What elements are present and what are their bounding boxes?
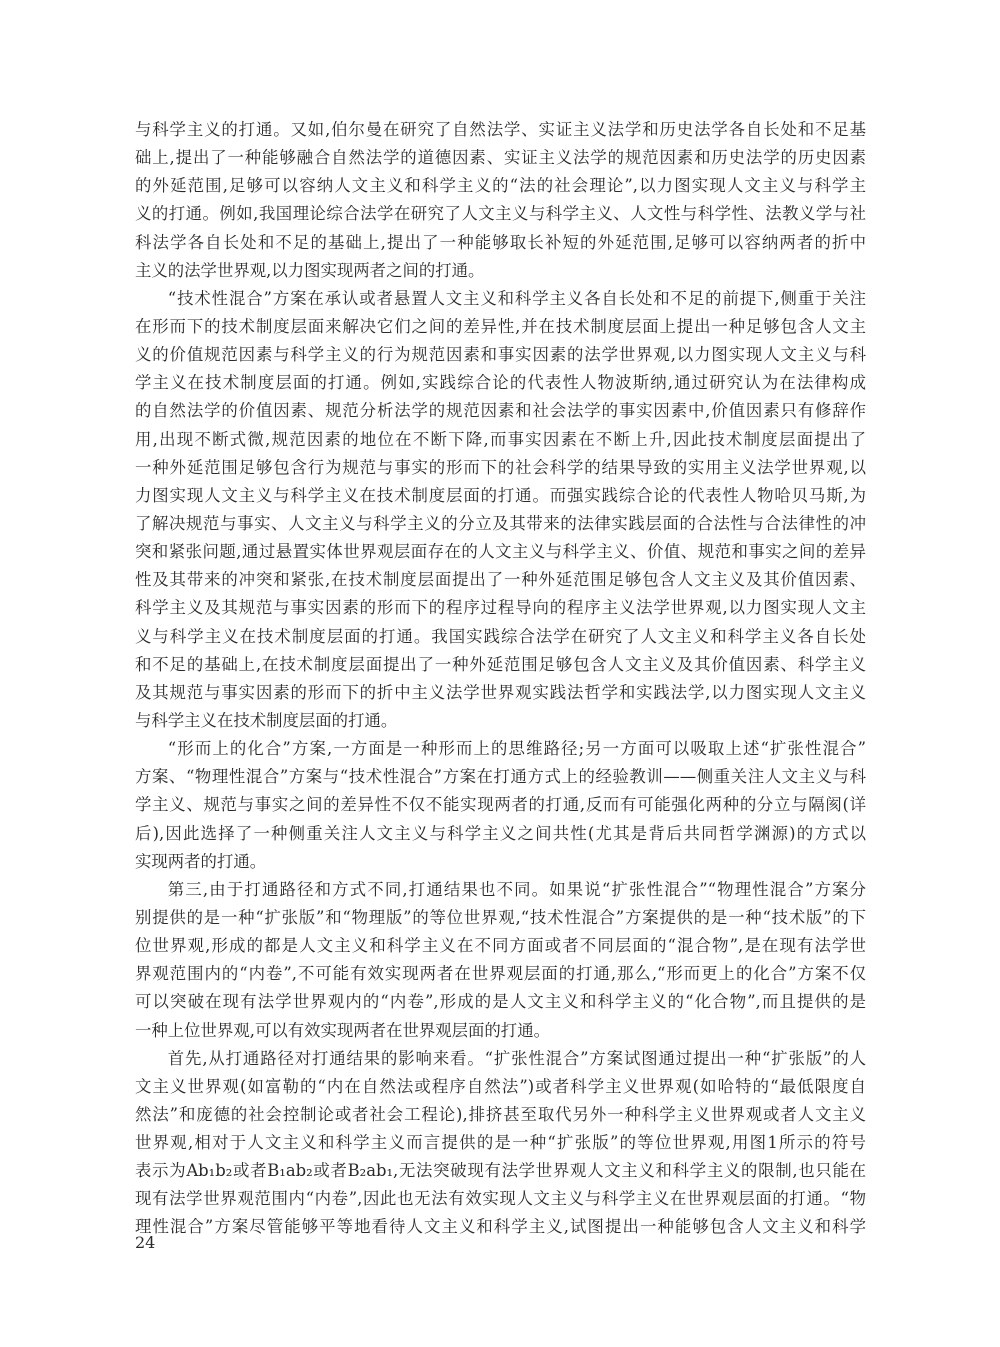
text-line: 位世界观,形成的都是人文主义和科学主义在不同方面或者不同层面的“混合物”,是在现有法学世 <box>135 936 866 956</box>
paragraph <box>135 116 866 285</box>
text-line: 突和紧张问题,通过悬置实体世界观层面存在的人文主义与科学主义、价值、规范和事实之间的差异 <box>135 542 866 562</box>
text-line: 主义的法学世界观,以力图实现两者之间的打通。 <box>135 260 485 280</box>
text-line: 然法”和庞德的社会控制论或者社会工程论),排挤甚至取代另外一种科学主义世界观或者人文主义 <box>135 1104 866 1124</box>
text-line: 了解决规范与事实、人文主义与科学主义的分立及其带来的法律实践层面的合法性与合法律性的冲 <box>135 513 866 533</box>
text-line: 与科学主义的打通。又如,伯尔曼在研究了自然法学、实证主义法学和历史法学各自长处和不足基 <box>135 120 866 139</box>
text-line: 表示为Ab₁b₂或者B₁ab₂或者B₂ab₁,无法突破现有法学世界观人文主义和科学主义的限制,也只能在 <box>135 1161 866 1181</box>
text-line: 学主义、规范与事实之间的差异性不仅不能实现两者的打通,反而有可能强化两种的分立与隔阂(详 <box>135 795 866 815</box>
text-line: 第三,由于打通路径和方式不同,打通结果也不同。如果说“扩张性混合”“物理性混合”方案分 <box>167 879 866 899</box>
text-line: 实现两者的打通。 <box>135 851 267 871</box>
text-line: 科学主义及其规范与事实因素的形而下的程序过程导向的程序主义法学世界观,以力图实现人文主 <box>135 598 866 618</box>
text-line: 的自然法学的价值因素、规范分析法学的规范因素和社会法学的事实因素中,价值因素只有修辞作 <box>135 401 866 421</box>
paragraph <box>135 1045 866 1242</box>
text-line: 与科学主义在技术制度层面的打通。 <box>135 710 398 730</box>
text-line: 文主义世界观(如富勒的“内在自然法或程序自然法”)或者科学主义世界观(如哈特的“最低限度自 <box>135 1076 866 1096</box>
text-line: 一种上位世界观,可以有效实现两者在世界观层面的打通。 <box>135 1020 550 1040</box>
text-line: 及其规范与事实因素的形而下的折中主义法学世界观实践法哲学和实践法学,以力图实现人文主义 <box>135 682 866 702</box>
text-line: 别提供的是一种“扩张版”和“物理版”的等位世界观,“技术性混合”方案提供的是一种“技术版”的下 <box>135 907 866 927</box>
text-line: 在形而下的技术制度层面来解决它们之间的差异性,并在技术制度层面上提出一种足够包含人文主 <box>135 316 866 336</box>
text-line: “形而上的化合”方案,一方面是一种形而上的思维路径;另一方面可以吸取上述“扩张性混合” <box>167 739 866 759</box>
paragraph <box>135 735 866 876</box>
text-line: 首先,从打通路径对打通结果的影响来看。“扩张性混合”方案试图通过提出一种“扩张版”的人 <box>167 1048 866 1068</box>
text-line: 科法学各自长处和不足的基础上,提出了一种能够取长补短的外延范围,足够可以容纳两者的折中 <box>135 232 866 252</box>
page-number: 24 <box>135 1233 156 1252</box>
body-text <box>135 116 866 1242</box>
text-line: 义与科学主义在技术制度层面的打通。我国实践综合法学在研究了人文主义和科学主义各自长处 <box>135 626 866 646</box>
text-line: 后),因此选择了一种侧重关注人文主义与科学主义之间共性(尤其是背后共同哲学渊源)的方式以 <box>135 823 866 843</box>
text-line: 和不足的基础上,在技术制度层面提出了一种外延范围足够包含人文主义及其价值因素、科学主义 <box>135 654 866 674</box>
text-line: 用,出现不断式微,规范因素的地位在不断下降,而事实因素在不断上升,因此技术制度层面提出了 <box>135 429 866 449</box>
text-line: 界观范围内的“内卷”,不可能有效实现两者在世界观层面的打通,那么,“形而更上的化合”方案不仅 <box>135 964 866 984</box>
text-line: 义的价值规范因素与科学主义的行为规范因素和事实因素的法学世界观,以力图实现人文主义与科 <box>135 345 866 365</box>
text-line: 世界观,相对于人文主义和科学主义而言提供的是一种“扩张版”的等位世界观,用图1所示的符号 <box>135 1133 866 1153</box>
text-line: 可以突破在现有法学世界观内的“内卷”,形成的是人文主义和科学主义的“化合物”,而且提供的是 <box>135 992 866 1012</box>
text-line: 理性混合”方案尽管能够平等地看待人文主义和科学主义,试图提出一种能够包含人文主义和科学 <box>135 1217 866 1237</box>
text-line: 义的打通。例如,我国理论综合法学在研究了人文主义与科学主义、人文性与科学性、法教义学与社 <box>135 204 866 224</box>
text-line: “技术性混合”方案在承认或者悬置人文主义和科学主义各自长处和不足的前提下,侧重于关注 <box>167 288 866 308</box>
paragraph <box>135 285 866 735</box>
text-line: 的外延范围,足够可以容纳人文主义和科学主义的“法的社会理论”,以力图实现人文主义与科学主 <box>135 176 866 196</box>
text-line: 础上,提出了一种能够融合自然法学的道德因素、实证主义法学的规范因素和历史法学的历史因素 <box>135 148 866 168</box>
text-line: 力图实现人文主义与科学主义在技术制度层面的打通。而强实践综合论的代表性人物哈贝马斯,为 <box>135 485 866 505</box>
text-line: 现有法学世界观范围内“内卷”,因此也无法有效实现人文主义与科学主义在世界观层面的打通。“物 <box>135 1189 866 1209</box>
paragraph <box>135 876 866 1045</box>
text-line: 一种外延范围足够包含行为规范与事实的形而下的社会科学的结果导致的实用主义法学世界观,以 <box>135 457 866 477</box>
text-line: 方案、“物理性混合”方案与“技术性混合”方案在打通方式上的经验教训——侧重关注人文主义与科 <box>135 767 866 787</box>
text-line: 性及其带来的冲突和紧张,在技术制度层面提出了一种外延范围足够包含人文主义及其价值因素、 <box>135 570 866 590</box>
text-line: 学主义在技术制度层面的打通。例如,实践综合论的代表性人物波斯纳,通过研究认为在法律构成 <box>135 373 866 393</box>
